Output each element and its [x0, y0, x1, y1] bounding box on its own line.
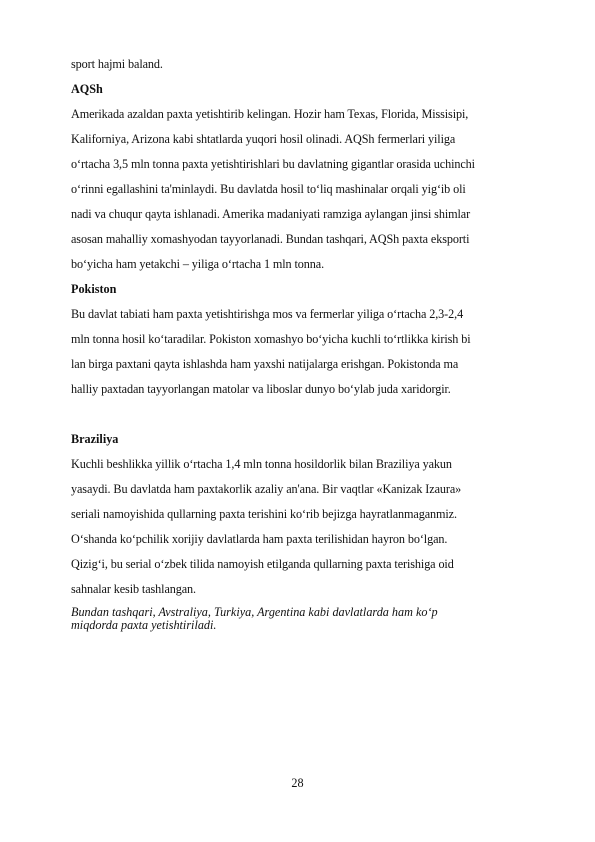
paragraph-line: sahnalar kesib tashlangan. [71, 582, 196, 596]
paragraph-line: nadi va chuqur qayta ishlanadi. Amerika madaniyati ramziga aylangan jinsi shimlar [71, 207, 471, 221]
spacer [71, 402, 549, 427]
paragraph-line: mln tonna hosil ko‘taradilar. Pokiston xomashyo bo‘yicha kuchli to‘rtlikka kirish bi [71, 332, 471, 346]
paragraph-line: Bu davlat tabiati ham paxta yetishtirishga mos va fermerlar yiliga o‘rtacha 2,3-2,4 [71, 307, 464, 321]
paragraph-line: o‘rtacha 3,5 mln tonna paxta yetishtirishlari bu davlatning gigantlar orasida uchinchi [71, 157, 475, 171]
paragraph-line: Kaliforniya, Arizona kabi shtatlarda yuqori hosil olinadi. AQSh fermerlari yiliga [71, 132, 456, 146]
usa-paragraph [71, 102, 549, 277]
italic-note [71, 606, 549, 632]
paragraph-line: Kuchli beshlikka yillik o‘rtacha 1,4 mln tonna hosildorlik bilan Braziliya yakun [71, 457, 452, 471]
pakistan-paragraph [71, 302, 549, 402]
paragraph-line: o‘rinni egallashini ta'minlaydi. Bu davlatda hosil to‘liq mashinalar orqali yig‘ib oli [71, 182, 466, 196]
paragraph-line: O‘shanda ko‘pchilik xorijiy davlatlarda ham paxta terilishidan hayron bo‘lgan. [71, 532, 448, 546]
note-line: miqdorda paxta yetishtiriladi. [71, 618, 217, 632]
section-heading-pakistan: Pokiston [71, 282, 117, 296]
paragraph-line: Qizig‘i, bu serial o‘zbek tilida namoyish etilganda qullarning paxta terishiga oid [71, 557, 454, 571]
paragraph-line: bo‘yicha ham yetakchi – yiliga o‘rtacha 1 mln tonna. [71, 257, 325, 271]
section-heading-brazil: Braziliya [71, 432, 119, 446]
note-line: Bundan tashqari, Avstraliya, Turkiya, Argentina kabi davlatlarda ham ko‘p [71, 605, 438, 619]
paragraph-line: yasaydi. Bu davlatda ham paxtakorlik azaliy an'ana. Bir vaqtlar «Kanizak Izaura» [71, 482, 462, 496]
page-number: 28 [291, 776, 304, 790]
section-heading-usa: AQSh [71, 82, 103, 96]
brazil-paragraph [71, 452, 549, 602]
document-body [71, 52, 549, 632]
paragraph-line: seriali namoyishida qullarning paxta terishini ko‘rib bejizga hayratlanmaganmiz. [71, 507, 457, 521]
intro-line: sport hajmi baland. [71, 57, 163, 71]
paragraph-line: lan birga paxtani qayta ishlashda ham yaxshi natijalarga erishgan. Pokistonda ma [71, 357, 459, 371]
paragraph-line: asosan mahalliy xomashyodan tayyorlanadi. Bundan tashqari, AQSh paxta eksporti [71, 232, 470, 246]
paragraph-line: Amerikada azaldan paxta yetishtirib kelingan. Hozir ham Texas, Florida, Missisipi, [71, 107, 469, 121]
paragraph-line: halliy paxtadan tayyorlangan matolar va liboslar dunyo bo‘ylab juda xaridorgir. [71, 382, 451, 396]
